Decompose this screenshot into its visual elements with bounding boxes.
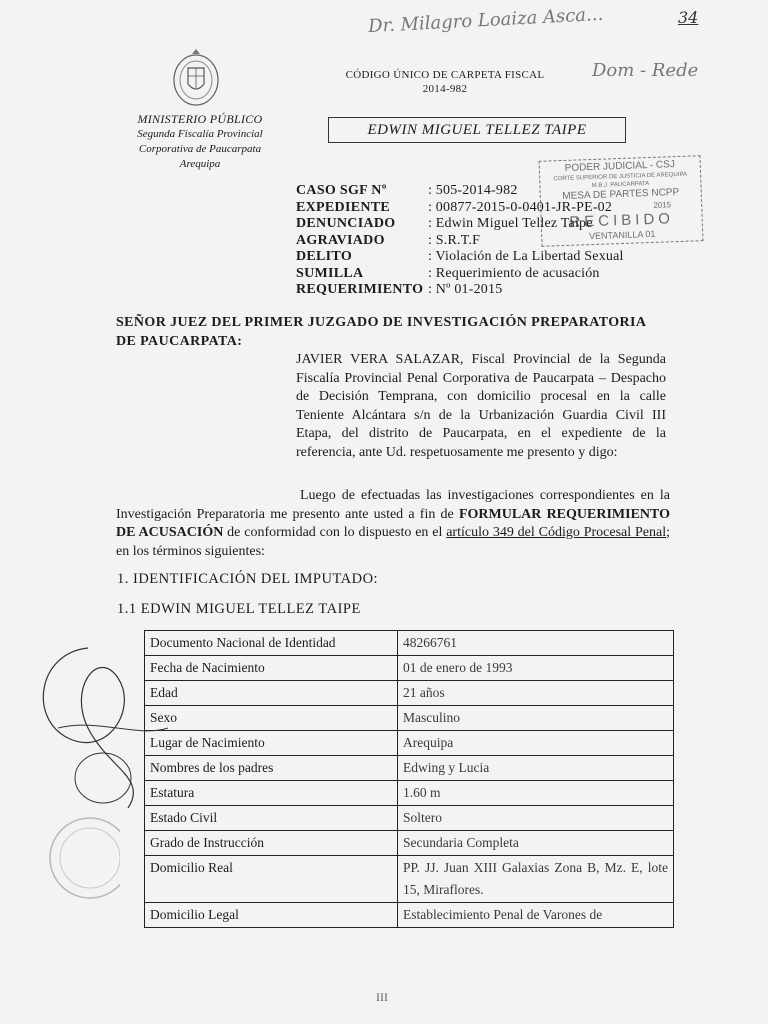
table-value: 1.60 m	[398, 781, 674, 806]
meta-key: DELITO	[296, 249, 353, 264]
table-row	[145, 831, 674, 856]
faded-seal-icon	[40, 808, 120, 913]
meta-row	[296, 216, 626, 233]
folio-number: 34	[678, 8, 699, 27]
ministry-name: MINISTERIO PÚBLICO	[137, 112, 263, 126]
meta-key: SUMILLA	[296, 265, 364, 281]
table-row	[145, 903, 674, 928]
judge-address-line: DE PAUCARPATA:	[116, 334, 243, 349]
intro-text: Fiscal Provincial de la Segunda Fiscalía Provincial Penal Corporativa de Paucarpata – Despacho de Decisión Temprana, con domicilio procesal en la calle Teniente Alcántara s/n de la Urbanización Guardia Civil III Etapa, del distrito de Paucarpata, en el expediente de la referencia, ante Ud. respetuosamente me presento y digo:	[296, 352, 666, 460]
ministry-office: Segunda Fiscalía Provincial	[137, 128, 263, 140]
meta-row	[296, 249, 626, 266]
intro-paragraph	[296, 351, 666, 462]
meta-key: REQUERIMIENTO	[296, 282, 424, 297]
table-value: Secundaria Completa	[398, 831, 674, 856]
table-value: Arequipa	[398, 731, 674, 756]
table-value: 21 años	[398, 681, 674, 706]
body-bold-text: FORMULAR REQUERIMIENTO DE ACUSACIÓN	[116, 506, 670, 540]
table-value: PP. JJ. Juan XIII Galaxias Zona B, Mz. E, lote 15, Miraflores.	[398, 856, 674, 903]
table-key: Documento Nacional de Identidad	[145, 631, 398, 656]
judge-address	[116, 313, 676, 351]
meta-value: : Violación de La Libertad Sexual	[428, 249, 624, 264]
table-key: Grado de Instrucción	[145, 831, 398, 856]
table-key: Lugar de Nacimiento	[145, 731, 398, 756]
stamp-received: RECIBIDO	[569, 210, 675, 231]
table-row	[145, 656, 674, 681]
table-row	[145, 856, 674, 903]
table-value: Masculino	[398, 706, 674, 731]
body-text: ; en los términos siguientes:	[116, 525, 670, 559]
case-metadata	[296, 183, 626, 299]
accused-name-box: EDWIN MIGUEL TELLEZ TAIPE	[328, 117, 626, 143]
meta-key: AGRAVIADO	[296, 232, 385, 248]
meta-key: DENUNCIADO	[296, 216, 396, 231]
stamp-line: MESA DE PARTES NCPP	[562, 186, 680, 203]
table-value: Edwing y Lucia	[398, 756, 674, 781]
table-row	[145, 731, 674, 756]
stamp-window: VENTANILLA 01	[588, 228, 656, 242]
table-key: Estado Civil	[145, 806, 398, 831]
page-number: III	[376, 990, 388, 1004]
carpeta-label: CÓDIGO ÚNICO DE CARPETA FISCAL	[345, 69, 545, 81]
meta-row	[296, 200, 626, 217]
table-value: 48266761	[398, 631, 674, 656]
body-paragraph	[116, 487, 670, 561]
ministry-header	[100, 112, 300, 172]
body-text: de conformidad con lo dispuesto en el	[223, 525, 447, 540]
judge-address-line: SEÑOR JUEZ DEL PRIMER JUZGADO DE INVESTIGACIÓN PREPARATORIA	[116, 315, 647, 330]
meta-value: : Requerimiento de acusación	[428, 265, 600, 281]
ministry-city: Arequipa	[179, 158, 221, 170]
coat-of-arms-icon	[166, 46, 226, 110]
meta-row	[296, 266, 626, 283]
table-row	[145, 781, 674, 806]
table-row	[145, 756, 674, 781]
table-value: Establecimiento Penal de Varones de	[398, 903, 674, 928]
carpeta-number: 2014-982	[422, 83, 468, 95]
meta-value: : 00877-2015-0-0401-JR-PE-02	[428, 199, 613, 215]
stamp-line: PODER JUDICIAL - CSJ	[564, 159, 676, 174]
meta-value: : Nº 01-2015	[428, 282, 503, 297]
table-value: Soltero	[398, 806, 674, 831]
table-key: Fecha de Nacimiento	[145, 656, 398, 681]
stamp-line: M.B.J. PAUCARPATA	[591, 181, 650, 190]
handwritten-note: Dr. Milagro Loaiza Asca...	[367, 3, 604, 38]
section-heading: 1. IDENTIFICACIÓN DEL IMPUTADO:	[117, 571, 379, 587]
identification-table	[144, 630, 674, 928]
meta-row	[296, 183, 626, 200]
table-row	[145, 631, 674, 656]
meta-key: EXPEDIENTE	[296, 199, 391, 215]
table-key: Estatura	[145, 781, 398, 806]
carpeta-code	[320, 68, 570, 96]
prosecutor-name: JAVIER VERA SALAZAR,	[296, 352, 464, 367]
subsection-heading: 1.1 EDWIN MIGUEL TELLEZ TAIPE	[117, 601, 361, 617]
meta-value: : 505-2014-982	[428, 183, 518, 198]
handwritten-side-note: Dom - Rede	[592, 60, 699, 81]
meta-key: CASO SGF Nº	[296, 183, 387, 198]
meta-row	[296, 282, 626, 299]
table-row	[145, 706, 674, 731]
signature-scribble	[28, 628, 178, 833]
table-row	[145, 806, 674, 831]
stamp-line: CORTE SUPERIOR DE JUSTICIA DE AREQUIPA	[553, 171, 688, 183]
table-key: Nombres de los padres	[145, 756, 398, 781]
law-article-reference: artículo 349 del Código Procesal Penal	[446, 525, 667, 540]
meta-row	[296, 233, 626, 250]
table-key: Edad	[145, 681, 398, 706]
meta-value: : S.R.T.F	[428, 232, 481, 248]
table-key: Domicilio Real	[145, 856, 398, 903]
stamp-date: 2015	[653, 200, 672, 210]
body-text: Luego de efectuadas las investigaciones correspondientes en la Investigación Preparatoria me presento ante usted a fin de	[116, 488, 670, 522]
table-value: 01 de enero de 1993	[398, 656, 674, 681]
table-key: Sexo	[145, 706, 398, 731]
ministry-office-2: Corporativa de Paucarpata	[138, 143, 262, 155]
table-row	[145, 681, 674, 706]
meta-value: : Edwin Miguel Tellez Taipe	[428, 216, 593, 231]
table-key: Domicilio Legal	[145, 903, 398, 928]
